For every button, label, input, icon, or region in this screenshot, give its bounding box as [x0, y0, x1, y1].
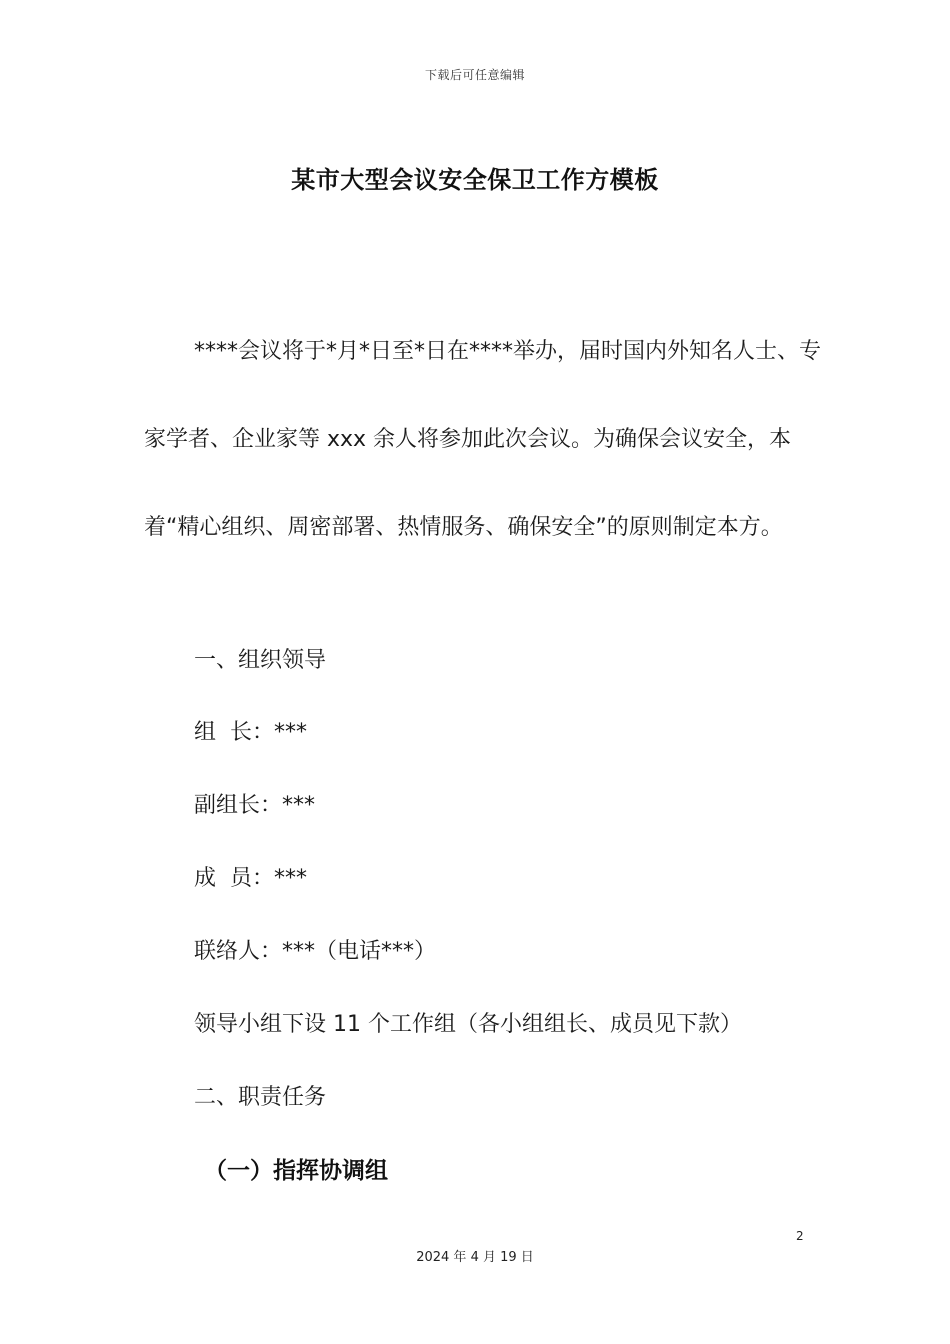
intro-paragraph: ****会议将于*月*日至*日在****举办，届时国内外知名人士、专家学者、企业家等 xxx 余人将参加此次会议。为确保会议安全，本着“精心组织、周密部署、热情服务、确保安全”的原则制定本方。 [144, 339, 822, 540]
members-line: 成 员：*** [194, 866, 307, 891]
contact-line: 联络人：***（电话***） [194, 939, 437, 964]
header-note: 下载后可任意编辑 [424, 68, 525, 82]
leader-line: 组 长：*** [194, 720, 307, 745]
document-title: 某市大型会议安全保卫工作方模板 [291, 166, 659, 194]
footer-date: 2024 年 4 月 19 日 [416, 1250, 534, 1265]
section-heading-organization: 一、组织领导 [194, 648, 327, 673]
groups-note-line: 领导小组下设 11 个工作组（各小组组长、成员见下款） [194, 1012, 742, 1037]
subsection-heading-command: （一）指挥协调组 [204, 1158, 388, 1184]
deputy-leader-line: 副组长：*** [194, 793, 316, 818]
section-heading-duties: 二、职责任务 [194, 1085, 327, 1110]
page-number: 2 [796, 1229, 804, 1243]
